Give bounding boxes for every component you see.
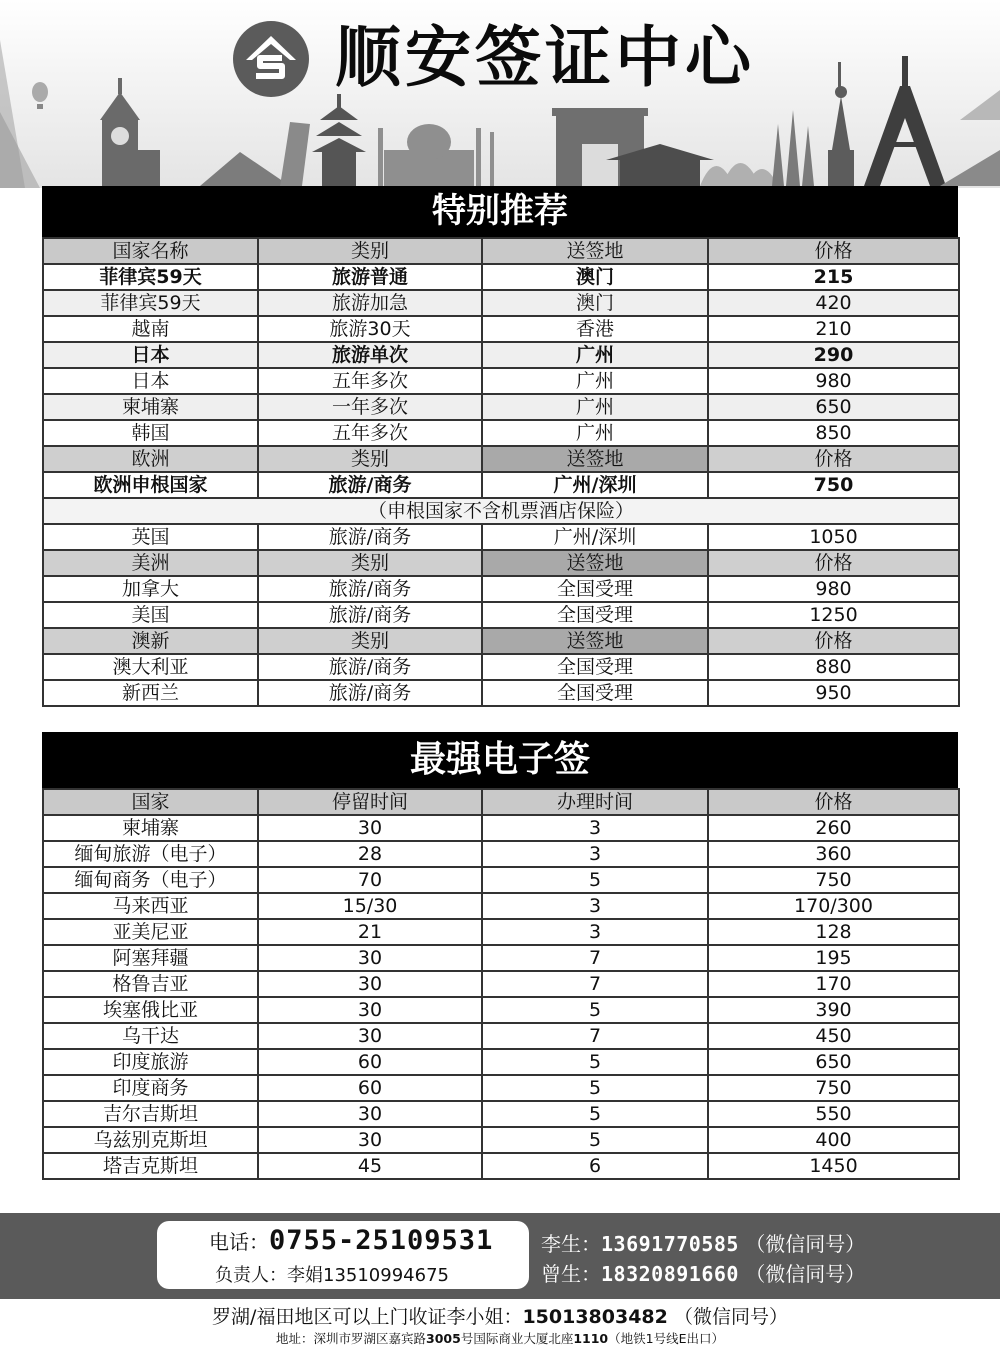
table-cell: 170/300 <box>708 893 959 919</box>
table-row <box>43 841 959 867</box>
table-note-row <box>43 498 959 524</box>
table-cell: 15/30 <box>258 893 482 919</box>
table-row <box>43 1075 959 1101</box>
manager-phone[interactable]: 13510994675 <box>323 1265 449 1286</box>
table-cell: 5 <box>482 867 708 893</box>
table-cell: 亚美尼亚 <box>43 919 258 945</box>
table-cell: 阿塞拜疆 <box>43 945 258 971</box>
table-cell: 价格 <box>708 238 959 264</box>
table-cell: 送签地 <box>482 628 708 654</box>
pickup-note: （微信同号） <box>673 1306 788 1328</box>
table-cell: 旅游普通 <box>258 264 482 290</box>
table-cell: 广州/深圳 <box>482 472 708 498</box>
table-cell: 广州 <box>482 368 708 394</box>
table-cell: 21 <box>258 919 482 945</box>
table-cell: 880 <box>708 654 959 680</box>
table-cell: 70 <box>258 867 482 893</box>
table-cell: 柬埔寨 <box>43 815 258 841</box>
main-phone-number[interactable]: 0755-25109531 <box>269 1225 494 1256</box>
table-cell: 马来西亚 <box>43 893 258 919</box>
table-row <box>43 893 959 919</box>
table-cell: 价格 <box>708 446 959 472</box>
table-row <box>43 524 959 550</box>
table-cell: 五年多次 <box>258 368 482 394</box>
table-cell: 60 <box>258 1049 482 1075</box>
table-row <box>43 1049 959 1075</box>
table-cell: 加拿大 <box>43 576 258 602</box>
contact-zeng <box>541 1258 865 1287</box>
table-cell: 一年多次 <box>258 394 482 420</box>
table-cell: 750 <box>708 472 959 498</box>
table-cell: 澳门 <box>482 290 708 316</box>
table-cell: 全国受理 <box>482 654 708 680</box>
table-row <box>43 420 959 446</box>
contact-zeng-name: 曾生： <box>541 1262 601 1286</box>
contact-zeng-note: （微信同号） <box>745 1262 866 1286</box>
address-building: 号国际商业大厦北座 <box>460 1331 574 1346</box>
table-cell: 3 <box>482 841 708 867</box>
table-cell: 7 <box>482 971 708 997</box>
table-cell: 澳新 <box>43 628 258 654</box>
table-cell: 215 <box>708 264 959 290</box>
table-cell: 旅游/商务 <box>258 472 482 498</box>
table-cell: 吉尔吉斯坦 <box>43 1101 258 1127</box>
table-cell: 550 <box>708 1101 959 1127</box>
schengen-note: （申根国家不含机票酒店保险） <box>43 498 959 524</box>
table-cell: 980 <box>708 576 959 602</box>
table-cell: 日本 <box>43 368 258 394</box>
table-cell: 格鲁吉亚 <box>43 971 258 997</box>
table-cell: 5 <box>482 1075 708 1101</box>
phone-label: 电话： <box>209 1230 269 1254</box>
table-cell: 850 <box>708 420 959 446</box>
table-cell: 3 <box>482 893 708 919</box>
table-row <box>43 342 959 368</box>
table-cell: 越南 <box>43 316 258 342</box>
table-cell: 1250 <box>708 602 959 628</box>
table-cell: 7 <box>482 1023 708 1049</box>
contact-li <box>541 1228 865 1257</box>
main-phone-line <box>209 1225 493 1256</box>
table-row <box>43 290 959 316</box>
table-cell: 印度旅游 <box>43 1049 258 1075</box>
address-prefix: 地址：深圳市罗湖区嘉宾路 <box>276 1331 427 1346</box>
table-cell: 30 <box>258 971 482 997</box>
table-cell: 5 <box>482 1049 708 1075</box>
table-cell: 30 <box>258 1101 482 1127</box>
table-cell: 塔吉克斯坦 <box>43 1153 258 1179</box>
table-cell: 195 <box>708 945 959 971</box>
table-cell: 400 <box>708 1127 959 1153</box>
table-cell: 650 <box>708 394 959 420</box>
table-row <box>43 945 959 971</box>
table-row <box>43 576 959 602</box>
table-cell: 旅游/商务 <box>258 524 482 550</box>
table-cell: 乌干达 <box>43 1023 258 1049</box>
address-number: 3005 <box>426 1331 461 1346</box>
table-cell: 国家名称 <box>43 238 258 264</box>
table-cell: 停留时间 <box>258 789 482 815</box>
table-cell: 乌兹别克斯坦 <box>43 1127 258 1153</box>
table-cell: 128 <box>708 919 959 945</box>
table-cell: 210 <box>708 316 959 342</box>
table-row <box>43 1101 959 1127</box>
table-cell: 7 <box>482 945 708 971</box>
table-cell: 5 <box>482 1101 708 1127</box>
table-cell: 国家 <box>43 789 258 815</box>
brand-title: 顺安签证中心 <box>335 19 755 96</box>
table-cell: 五年多次 <box>258 420 482 446</box>
contact-li-note: （微信同号） <box>745 1232 866 1256</box>
table-cell: 1050 <box>708 524 959 550</box>
table-cell: 260 <box>708 815 959 841</box>
table-cell: 旅游/商务 <box>258 680 482 706</box>
table-cell: 980 <box>708 368 959 394</box>
table-cell: 450 <box>708 1023 959 1049</box>
table-cell: 全国受理 <box>482 602 708 628</box>
address-room: 1110 <box>573 1331 609 1346</box>
table-cell: 价格 <box>708 550 959 576</box>
table-cell: 送签地 <box>482 446 708 472</box>
special-offers-title: 特别推荐 <box>42 186 958 237</box>
table-cell: 60 <box>258 1075 482 1101</box>
table-cell: 旅游/商务 <box>258 602 482 628</box>
table-cell: 28 <box>258 841 482 867</box>
table-row <box>43 997 959 1023</box>
evisa-table <box>42 788 960 1180</box>
table-cell: 广州/深圳 <box>482 524 708 550</box>
table-cell: 类别 <box>258 238 482 264</box>
table-cell: 缅甸旅游（电子） <box>43 841 258 867</box>
table-row <box>43 1153 959 1179</box>
table-cell: 全国受理 <box>482 680 708 706</box>
table-cell: 送签地 <box>482 238 708 264</box>
table-row <box>43 867 959 893</box>
table-row <box>43 446 959 472</box>
contact-li-phone[interactable]: 13691770585 <box>601 1232 739 1256</box>
table-cell: 新西兰 <box>43 680 258 706</box>
table-row <box>43 1127 959 1153</box>
table-cell: 30 <box>258 997 482 1023</box>
table-cell: 价格 <box>708 789 959 815</box>
table-row <box>43 919 959 945</box>
manager-label: 负责人：李娟 <box>215 1265 323 1286</box>
pickup-service-line <box>0 1302 1000 1329</box>
table-cell: 澳门 <box>482 264 708 290</box>
house-s-logo-icon <box>232 20 310 98</box>
table-cell: 3 <box>482 815 708 841</box>
table-row <box>43 316 959 342</box>
special-offers-table <box>42 237 960 707</box>
table-cell: 1450 <box>708 1153 959 1179</box>
table-cell: 390 <box>708 997 959 1023</box>
table-row <box>43 394 959 420</box>
table-row <box>43 1023 959 1049</box>
table-row <box>43 368 959 394</box>
table-row <box>43 628 959 654</box>
table-row <box>43 550 959 576</box>
table-cell: 650 <box>708 1049 959 1075</box>
table-cell: 欧洲申根国家 <box>43 472 258 498</box>
table-cell: 广州 <box>482 342 708 368</box>
table-cell: 旅游30天 <box>258 316 482 342</box>
pickup-phone[interactable]: 15013803482 <box>522 1306 668 1328</box>
table-cell: 广州 <box>482 394 708 420</box>
table-row <box>43 815 959 841</box>
header-banner <box>0 0 1000 188</box>
table-row <box>43 680 959 706</box>
table-cell: 埃塞俄比亚 <box>43 997 258 1023</box>
address-metro: （地铁1号线E出口） <box>608 1331 724 1346</box>
table-cell: 欧洲 <box>43 446 258 472</box>
table-cell: 30 <box>258 815 482 841</box>
table-cell: 旅游加急 <box>258 290 482 316</box>
table-cell: 950 <box>708 680 959 706</box>
table-cell: 6 <box>482 1153 708 1179</box>
table-cell: 英国 <box>43 524 258 550</box>
manager-line <box>215 1261 449 1287</box>
table-cell: 类别 <box>258 550 482 576</box>
table-row <box>43 264 959 290</box>
table-cell: 办理时间 <box>482 789 708 815</box>
table-cell: 类别 <box>258 628 482 654</box>
table-cell: 印度商务 <box>43 1075 258 1101</box>
table-cell: 旅游单次 <box>258 342 482 368</box>
address-line <box>0 1329 1000 1347</box>
table-cell: 类别 <box>258 446 482 472</box>
table-cell: 360 <box>708 841 959 867</box>
table-cell: 750 <box>708 1075 959 1101</box>
table-cell: 30 <box>258 1023 482 1049</box>
table-row <box>43 971 959 997</box>
evisa-title: 最强电子签 <box>42 732 958 788</box>
table-cell: 香港 <box>482 316 708 342</box>
table-cell: 全国受理 <box>482 576 708 602</box>
table-cell: 420 <box>708 290 959 316</box>
phone-box <box>157 1221 529 1289</box>
table-cell: 5 <box>482 997 708 1023</box>
table-cell: 菲律宾59天 <box>43 264 258 290</box>
table-row <box>43 472 959 498</box>
table-row <box>43 238 959 264</box>
table-cell: 日本 <box>43 342 258 368</box>
table-cell: 美洲 <box>43 550 258 576</box>
table-cell: 170 <box>708 971 959 997</box>
table-cell: 广州 <box>482 420 708 446</box>
table-cell: 旅游/商务 <box>258 576 482 602</box>
table-cell: 30 <box>258 1127 482 1153</box>
table-cell: 3 <box>482 919 708 945</box>
table-cell: 750 <box>708 867 959 893</box>
table-row <box>43 602 959 628</box>
table-cell: 菲律宾59天 <box>43 290 258 316</box>
contact-zeng-phone[interactable]: 18320891660 <box>601 1262 739 1286</box>
table-cell: 290 <box>708 342 959 368</box>
pickup-text: 罗湖/福田地区可以上门收证李小姐： <box>212 1306 523 1328</box>
table-cell: 送签地 <box>482 550 708 576</box>
table-cell: 30 <box>258 945 482 971</box>
table-cell: 5 <box>482 1127 708 1153</box>
table-cell: 45 <box>258 1153 482 1179</box>
table-row <box>43 654 959 680</box>
table-cell: 柬埔寨 <box>43 394 258 420</box>
table-cell: 美国 <box>43 602 258 628</box>
table-cell: 澳大利亚 <box>43 654 258 680</box>
table-row <box>43 789 959 815</box>
table-cell: 旅游/商务 <box>258 654 482 680</box>
table-cell: 缅甸商务（电子） <box>43 867 258 893</box>
table-cell: 价格 <box>708 628 959 654</box>
contact-li-name: 李生： <box>541 1232 601 1256</box>
table-cell: 韩国 <box>43 420 258 446</box>
